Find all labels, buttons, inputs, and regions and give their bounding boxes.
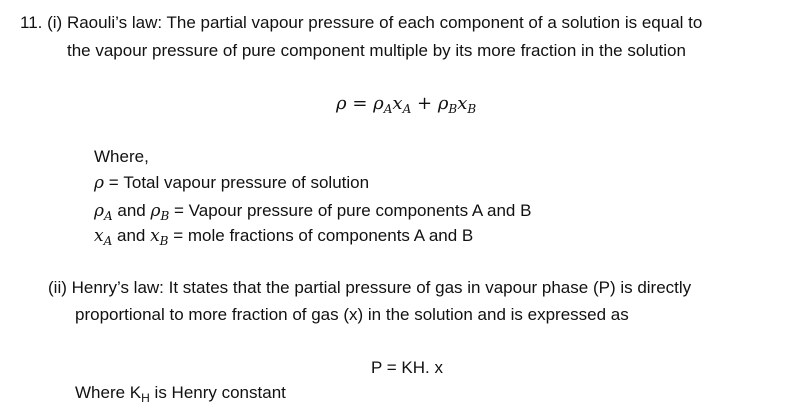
part1-text-line1: The partial vapour pressure of each component of a solution is equal to (166, 13, 703, 32)
eq-term2-xsub: B (467, 102, 477, 116)
def1-text: = Vapour pressure of pure components A and B (169, 201, 532, 220)
def1-symbol-a: ρ (94, 201, 104, 221)
def0-text: = Total vapour pressure of solution (104, 173, 370, 192)
part2-label: (ii) (48, 278, 67, 297)
question-number: 11. (20, 13, 43, 32)
henry-where (75, 382, 286, 405)
part1-heading: Raouli’s law: (66, 13, 163, 32)
def1-symbol-b: ρ (150, 201, 161, 221)
part2-line1 (48, 277, 691, 299)
part2-text-line2: proportional to more fraction of gas (x) in the solution and is expressed as (75, 305, 629, 324)
where-label (94, 146, 149, 168)
part1-line1 (20, 12, 702, 34)
def0-symbol: ρ (94, 173, 104, 193)
henry-equation (371, 357, 443, 379)
def1-joiner: and (112, 201, 151, 220)
raoult-equation (336, 93, 476, 116)
henry-where-sub: H (141, 391, 150, 405)
def2-symbol-b: x (150, 226, 160, 246)
definition-row (94, 172, 369, 194)
part1-label: (i) (47, 13, 63, 32)
def2-text: = mole fractions of components A and B (168, 226, 474, 245)
eq-term2-var: ρ (437, 93, 449, 114)
where-label-text: Where, (94, 147, 149, 166)
part2-text-line1: It states that the partial pressure of gas in vapour phase (P) is directly (168, 278, 692, 297)
part2-line2 (75, 304, 629, 326)
eq-plus: + (416, 93, 433, 114)
part1-line2 (67, 40, 686, 62)
eq-term2-sub: B (448, 102, 458, 116)
def1-sub-b: B (160, 209, 170, 223)
definition-row (94, 225, 473, 248)
part2-heading: Henry’s law: (71, 278, 164, 297)
eq-term1-var: ρ (373, 93, 384, 114)
part1-text-line2: the vapour pressure of pure component multiple by its more fraction in the solution (67, 41, 686, 60)
eq-term1-xsub: A (402, 102, 412, 116)
eq-term1-x: x (392, 93, 403, 114)
def1-sub-a: A (104, 209, 113, 223)
def2-sub-a: A (103, 234, 113, 248)
def2-joiner: and (112, 226, 151, 245)
eq-equals: = (352, 93, 368, 114)
henry-where-prefix: Where K (75, 383, 142, 402)
definition-row (94, 200, 531, 223)
eq-term1-sub: A (383, 102, 393, 116)
henry-equation-text: P = KH. x (371, 358, 443, 377)
henry-where-suffix: is Henry constant (149, 383, 286, 402)
def2-sub-b: B (159, 234, 169, 248)
eq-term2-x: x (457, 93, 468, 114)
eq-lhs: ρ (336, 93, 347, 114)
def2-symbol-a: x (94, 226, 104, 246)
